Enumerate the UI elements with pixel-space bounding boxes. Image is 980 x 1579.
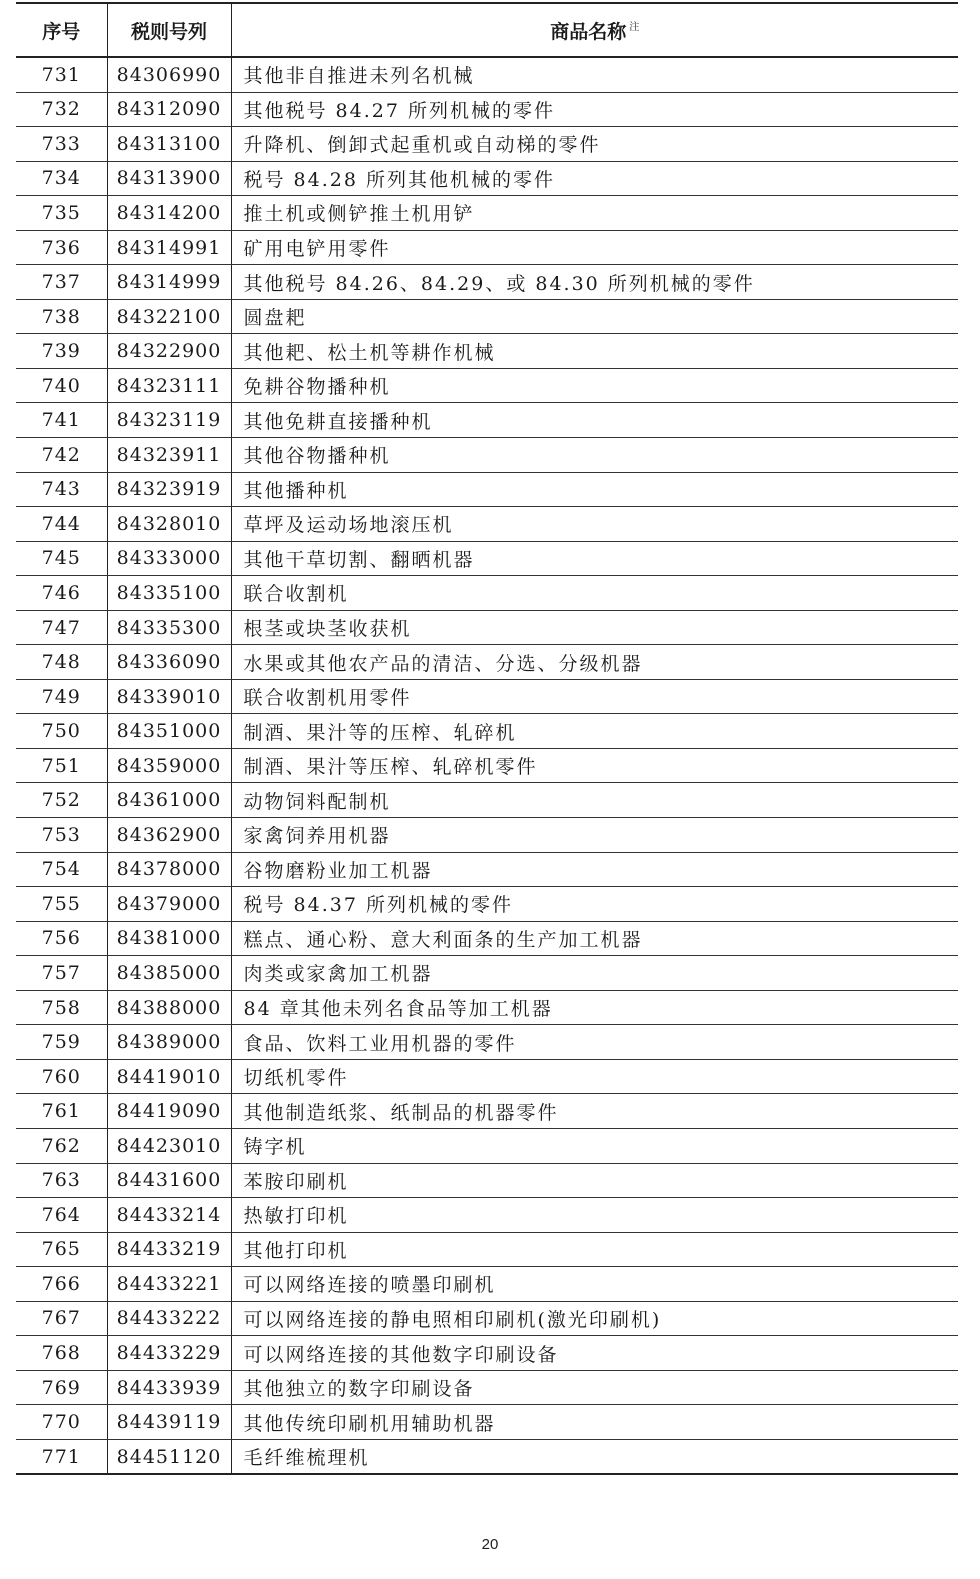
table-row xyxy=(16,1128,958,1163)
cell-seq: 746 xyxy=(16,576,107,611)
table-row xyxy=(16,1094,958,1129)
cell-name: 其他打印机 xyxy=(231,1232,958,1267)
table-row xyxy=(16,438,958,473)
cell-seq: 743 xyxy=(16,472,107,507)
cell-code: 84389000 xyxy=(107,1025,231,1060)
table-row xyxy=(16,714,958,749)
cell-code: 84313900 xyxy=(107,161,231,196)
cell-code: 84451120 xyxy=(107,1439,231,1474)
table-row xyxy=(16,1336,958,1371)
cell-name: 税号 84.28 所列其他机械的零件 xyxy=(231,161,958,196)
cell-code: 84433939 xyxy=(107,1370,231,1405)
cell-name: 可以网络连接的其他数字印刷设备 xyxy=(231,1336,958,1371)
cell-seq: 745 xyxy=(16,541,107,576)
table-row xyxy=(16,161,958,196)
table-row xyxy=(16,57,958,92)
cell-code: 84312090 xyxy=(107,92,231,127)
header-name-note: 注 xyxy=(629,22,640,34)
cell-seq: 769 xyxy=(16,1370,107,1405)
cell-code: 84314999 xyxy=(107,265,231,300)
cell-seq: 767 xyxy=(16,1301,107,1336)
cell-seq: 739 xyxy=(16,334,107,369)
table-row xyxy=(16,1405,958,1440)
cell-seq: 771 xyxy=(16,1439,107,1474)
cell-name: 其他播种机 xyxy=(231,472,958,507)
table-row xyxy=(16,1301,958,1336)
header-name-label: 商品名称 xyxy=(550,20,627,43)
cell-seq: 749 xyxy=(16,679,107,714)
cell-name: 联合收割机用零件 xyxy=(231,679,958,714)
cell-seq: 744 xyxy=(16,507,107,542)
table-row xyxy=(16,1439,958,1474)
cell-seq: 737 xyxy=(16,265,107,300)
cell-code: 84433222 xyxy=(107,1301,231,1336)
cell-seq: 733 xyxy=(16,127,107,162)
cell-name: 其他税号 84.27 所列机械的零件 xyxy=(231,92,958,127)
cell-code: 84388000 xyxy=(107,990,231,1025)
cell-name: 谷物磨粉业加工机器 xyxy=(231,852,958,887)
table-row xyxy=(16,230,958,265)
table-row xyxy=(16,887,958,922)
cell-name: 糕点、通心粉、意大利面条的生产加工机器 xyxy=(231,921,958,956)
cell-name: 84 章其他未列名食品等加工机器 xyxy=(231,990,958,1025)
table-row xyxy=(16,610,958,645)
cell-name: 食品、饮料工业用机器的零件 xyxy=(231,1025,958,1060)
table-row xyxy=(16,852,958,887)
cell-name: 税号 84.37 所列机械的零件 xyxy=(231,887,958,922)
table-body xyxy=(16,57,958,1474)
cell-seq: 756 xyxy=(16,921,107,956)
cell-code: 84433221 xyxy=(107,1267,231,1302)
cell-seq: 760 xyxy=(16,1059,107,1094)
cell-name: 圆盘耙 xyxy=(231,299,958,334)
cell-code: 84423010 xyxy=(107,1128,231,1163)
cell-seq: 755 xyxy=(16,887,107,922)
cell-name: 免耕谷物播种机 xyxy=(231,368,958,403)
cell-name: 制酒、果汁等的压榨、轧碎机 xyxy=(231,714,958,749)
cell-code: 84378000 xyxy=(107,852,231,887)
table-row xyxy=(16,541,958,576)
header-name xyxy=(231,3,958,57)
table-row xyxy=(16,1163,958,1198)
cell-name: 根茎或块茎收获机 xyxy=(231,610,958,645)
cell-seq: 766 xyxy=(16,1267,107,1302)
table-row xyxy=(16,196,958,231)
cell-name: 动物饲料配制机 xyxy=(231,783,958,818)
table-row xyxy=(16,990,958,1025)
cell-code: 84335300 xyxy=(107,610,231,645)
cell-name: 矿用电铲用零件 xyxy=(231,230,958,265)
cell-seq: 764 xyxy=(16,1198,107,1233)
cell-seq: 741 xyxy=(16,403,107,438)
cell-code: 84359000 xyxy=(107,748,231,783)
table-row xyxy=(16,1232,958,1267)
cell-code: 84328010 xyxy=(107,507,231,542)
cell-seq: 740 xyxy=(16,368,107,403)
cell-code: 84351000 xyxy=(107,714,231,749)
cell-name: 水果或其他农产品的清洁、分选、分级机器 xyxy=(231,645,958,680)
cell-seq: 765 xyxy=(16,1232,107,1267)
header-code: 税则号列 xyxy=(107,3,231,57)
cell-seq: 738 xyxy=(16,299,107,334)
cell-name: 其他免耕直接播种机 xyxy=(231,403,958,438)
cell-seq: 751 xyxy=(16,748,107,783)
cell-name: 联合收割机 xyxy=(231,576,958,611)
cell-code: 84322900 xyxy=(107,334,231,369)
cell-name: 其他制造纸浆、纸制品的机器零件 xyxy=(231,1094,958,1129)
cell-code: 84379000 xyxy=(107,887,231,922)
cell-name: 其他谷物播种机 xyxy=(231,438,958,473)
table-row xyxy=(16,748,958,783)
table-row xyxy=(16,679,958,714)
cell-code: 84306990 xyxy=(107,57,231,92)
table-row xyxy=(16,1267,958,1302)
cell-seq: 761 xyxy=(16,1094,107,1129)
cell-code: 84433219 xyxy=(107,1232,231,1267)
cell-code: 84333000 xyxy=(107,541,231,576)
table-row xyxy=(16,127,958,162)
cell-name: 推土机或侧铲推土机用铲 xyxy=(231,196,958,231)
cell-name: 升降机、倒卸式起重机或自动梯的零件 xyxy=(231,127,958,162)
page-number: 20 xyxy=(481,1536,499,1553)
table-row xyxy=(16,645,958,680)
cell-code: 84419010 xyxy=(107,1059,231,1094)
cell-code: 84433214 xyxy=(107,1198,231,1233)
cell-name: 可以网络连接的喷墨印刷机 xyxy=(231,1267,958,1302)
cell-code: 84419090 xyxy=(107,1094,231,1129)
cell-code: 84431600 xyxy=(107,1163,231,1198)
table-row xyxy=(16,1370,958,1405)
cell-code: 84362900 xyxy=(107,818,231,853)
table-row xyxy=(16,956,958,991)
table-row xyxy=(16,299,958,334)
cell-code: 84385000 xyxy=(107,956,231,991)
cell-seq: 736 xyxy=(16,230,107,265)
header-seq: 序号 xyxy=(16,3,107,57)
cell-name: 其他干草切割、翻晒机器 xyxy=(231,541,958,576)
table-row xyxy=(16,1025,958,1060)
cell-name: 毛纤维梳理机 xyxy=(231,1439,958,1474)
cell-code: 84313100 xyxy=(107,127,231,162)
cell-seq: 735 xyxy=(16,196,107,231)
cell-seq: 762 xyxy=(16,1128,107,1163)
cell-name: 其他传统印刷机用辅助机器 xyxy=(231,1405,958,1440)
table-row xyxy=(16,472,958,507)
cell-seq: 747 xyxy=(16,610,107,645)
tariff-table xyxy=(16,2,958,1475)
cell-code: 84439119 xyxy=(107,1405,231,1440)
cell-seq: 753 xyxy=(16,818,107,853)
cell-code: 84381000 xyxy=(107,921,231,956)
cell-seq: 763 xyxy=(16,1163,107,1198)
cell-code: 84336090 xyxy=(107,645,231,680)
cell-seq: 752 xyxy=(16,783,107,818)
cell-seq: 770 xyxy=(16,1405,107,1440)
cell-code: 84323111 xyxy=(107,368,231,403)
cell-code: 84322100 xyxy=(107,299,231,334)
table-row xyxy=(16,368,958,403)
cell-code: 84433229 xyxy=(107,1336,231,1371)
cell-seq: 768 xyxy=(16,1336,107,1371)
cell-code: 84314991 xyxy=(107,230,231,265)
cell-seq: 750 xyxy=(16,714,107,749)
table-row xyxy=(16,921,958,956)
cell-seq: 734 xyxy=(16,161,107,196)
cell-name: 其他耙、松土机等耕作机械 xyxy=(231,334,958,369)
table-row xyxy=(16,265,958,300)
table-row xyxy=(16,818,958,853)
cell-code: 84323919 xyxy=(107,472,231,507)
cell-code: 84335100 xyxy=(107,576,231,611)
table-row xyxy=(16,507,958,542)
cell-name: 草坪及运动场地滚压机 xyxy=(231,507,958,542)
cell-name: 肉类或家禽加工机器 xyxy=(231,956,958,991)
cell-name: 家禽饲养用机器 xyxy=(231,818,958,853)
cell-seq: 759 xyxy=(16,1025,107,1060)
cell-name: 热敏打印机 xyxy=(231,1198,958,1233)
cell-seq: 754 xyxy=(16,852,107,887)
cell-code: 84323911 xyxy=(107,438,231,473)
cell-name: 其他非自推进未列名机械 xyxy=(231,57,958,92)
cell-name: 可以网络连接的静电照相印刷机(激光印刷机) xyxy=(231,1301,958,1336)
cell-name: 铸字机 xyxy=(231,1128,958,1163)
table-header-row xyxy=(16,3,958,57)
table-row xyxy=(16,1059,958,1094)
cell-seq: 732 xyxy=(16,92,107,127)
table-row xyxy=(16,1198,958,1233)
table-row xyxy=(16,783,958,818)
cell-seq: 742 xyxy=(16,438,107,473)
table-row xyxy=(16,334,958,369)
table-row xyxy=(16,92,958,127)
cell-seq: 748 xyxy=(16,645,107,680)
cell-name: 其他税号 84.26、84.29、或 84.30 所列机械的零件 xyxy=(231,265,958,300)
cell-code: 84314200 xyxy=(107,196,231,231)
cell-seq: 731 xyxy=(16,57,107,92)
cell-name: 苯胺印刷机 xyxy=(231,1163,958,1198)
cell-seq: 757 xyxy=(16,956,107,991)
cell-seq: 758 xyxy=(16,990,107,1025)
cell-code: 84323119 xyxy=(107,403,231,438)
cell-name: 其他独立的数字印刷设备 xyxy=(231,1370,958,1405)
cell-name: 制酒、果汁等压榨、轧碎机零件 xyxy=(231,748,958,783)
table-row xyxy=(16,576,958,611)
table-row xyxy=(16,403,958,438)
cell-name: 切纸机零件 xyxy=(231,1059,958,1094)
cell-code: 84339010 xyxy=(107,679,231,714)
cell-code: 84361000 xyxy=(107,783,231,818)
